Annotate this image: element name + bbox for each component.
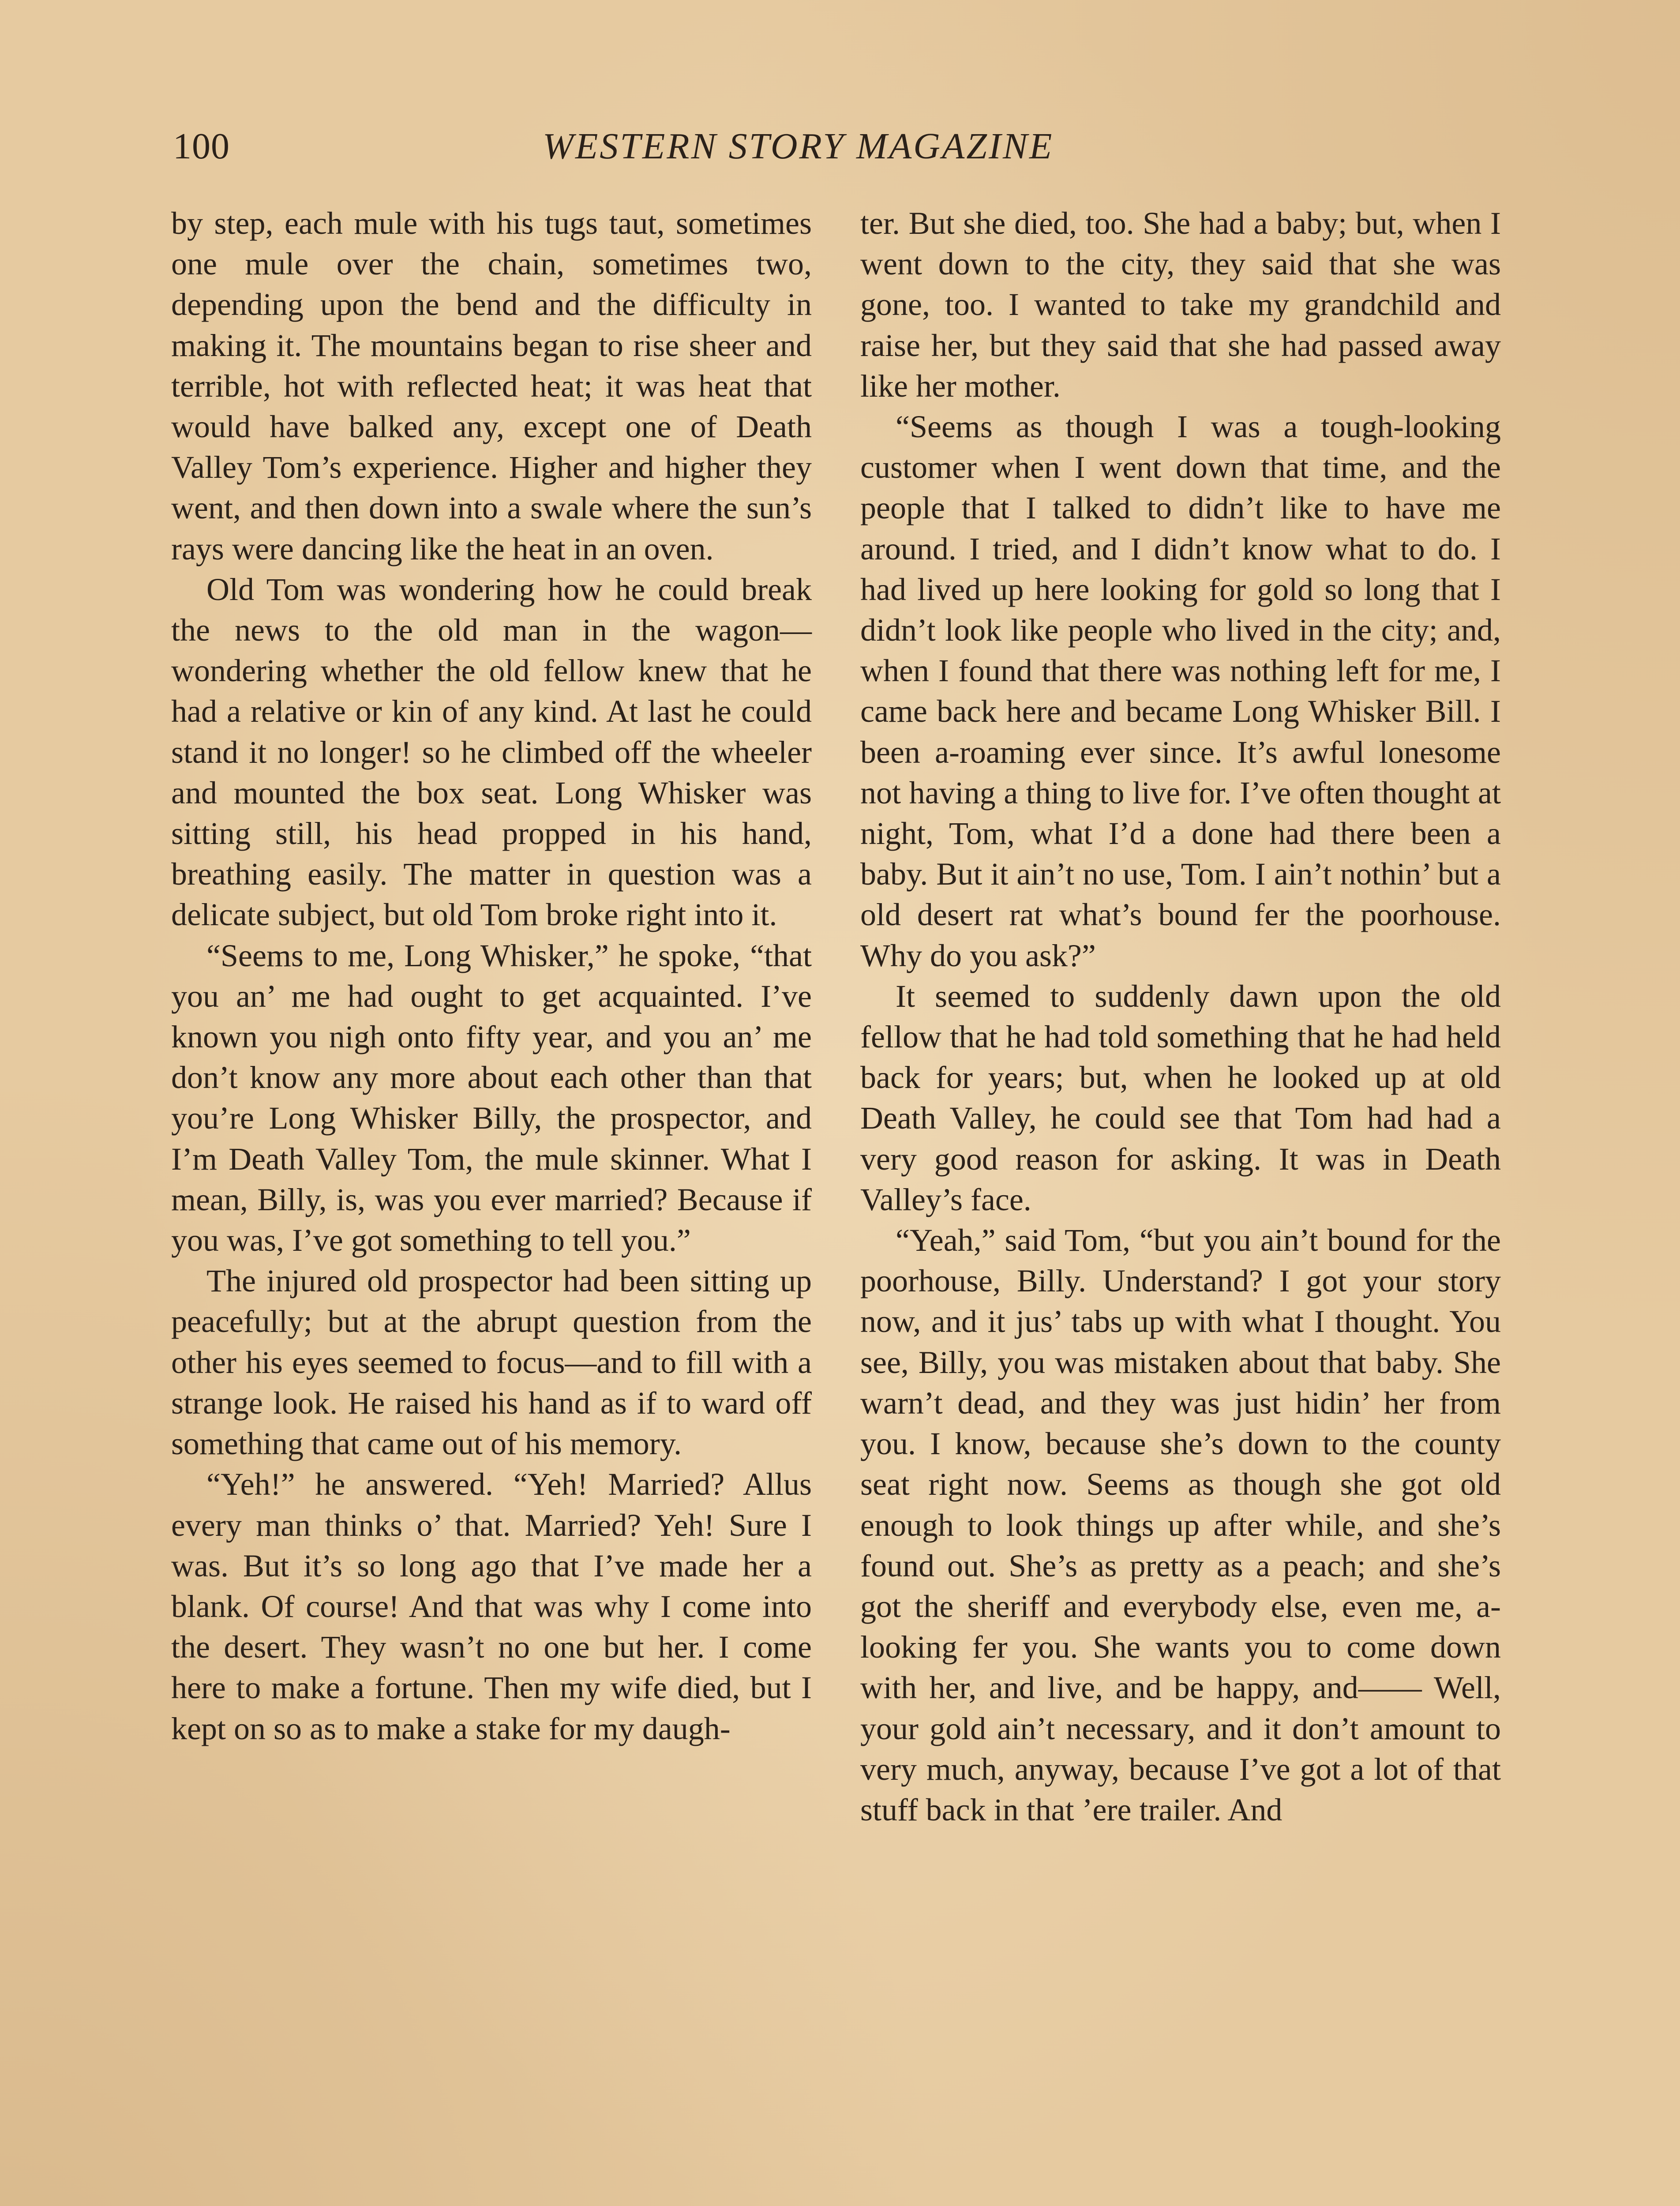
paragraph: The injured old prospector had been sitting up peacefully; but at the abrupt question from the other his eyes seemed to focus—and to fill with a strange look. He raised his hand as if to ward off something that came out of his memory. bbox=[171, 1263, 812, 1462]
paragraph: “Seems as though I was a tough-looking customer when I went down that time, and the people that I talked to didn’t like to have me around. I tried, and I didn’t know what to do. I had lived up here looking for gold so long that I didn’t look like people who lived in the city; and, when I found that there was nothing left for me, I came back here and became Long Whisker Bill. I been a-roaming ever since. It’s awful lonesome not having a thing to live for. I’ve often thought at night, Tom, what I’d a done had there been a baby. But it ain’t no use, Tom. I ain’t nothin’ but a old desert rat what’s bound fer the poorhouse. Why do you ask?” bbox=[860, 409, 1501, 973]
paragraph: “Seems to me, Long Whisker,” he spoke, “that you an’ me had ought to get acquainted. I’ve known you nigh onto fifty year, and you an’ me don’t know any more about each other than that you’re Long Whisker Billy, the prospector, and I’m Death Valley Tom, the mule skinner. What I mean, Billy, is, was you ever married? Because if you was, I’ve got something to tell you.” bbox=[171, 938, 812, 1258]
right-column bbox=[860, 203, 1501, 1830]
paragraph: Old Tom was wondering how he could break the news to the old man in the wagon—wondering whether the old fellow knew that he had a relative or kin of any kind. At last he could stand it no longer! so he climbed off the wheeler and mounted the box seat. Long Whisker was sitting still, his head propped in his hand, breathing easily. The matter in question was a delicate subject, but old Tom broke right into it. bbox=[171, 571, 812, 933]
left-column bbox=[171, 203, 812, 1749]
paragraph: “Yeh!” he answered. “Yeh! Married? Allus every man thinks o’ that. Married? Yeh! Sure I was. But it’s so long ago that I’ve made her a blank. Of course! And that was why I come into the desert. They wasn’t no one but her. I come here to make a fortune. Then my wife died, but I kept on so as to make a stake for my daugh- bbox=[171, 1467, 812, 1746]
paragraph: It seemed to suddenly dawn upon the old fellow that he had told something that he had held back for years; but, when he looked up at old Death Valley, he could see that Tom had had a very good reason for asking. It was in Death Valley’s face. bbox=[860, 978, 1501, 1217]
page-header bbox=[173, 120, 1505, 173]
paragraph: ter. But she died, too. She had a baby; but, when I went down to the city, they said that she was gone, too. I wanted to take my grandchild and raise her, but they said that she had passed away like her mother. bbox=[860, 206, 1501, 404]
page-number: 100 bbox=[173, 126, 230, 167]
paragraph: by step, each mule with his tugs taut, sometimes one mule over the chain, sometimes two, depending upon the bend and the difficulty in making it. The mountains began to rise sheer and terrible, hot with reflected heat; it was heat that would have balked any, except one of Death Valley Tom’s experience. Higher and higher they went, and then down into a swale where the sun’s rays were dancing like the heat in an oven. bbox=[171, 206, 812, 567]
running-title: WESTERN STORY MAGAZINE bbox=[543, 126, 1054, 167]
paragraph: “Yeah,” said Tom, “but you ain’t bound for the poorhouse, Billy. Understand? I got your story now, and it jus’ tabs up with what I thought. You see, Billy, you was mistaken about that baby. She warn’t dead, and they was just hidin’ her from you. I know, because she’s down to the county seat right now. Seems as though she got old enough to look things up after while, and she’s found out. She’s as pretty as a peach; and she’s got the sheriff and everybody else, even me, a-looking fer you. She wants you to come down with her, and live, and be happy, and—— Well, your gold ain’t necessary, and it don’t amount to very much, anyway, because I’ve got a lot of that stuff back in that ’ere trailer. And bbox=[860, 1223, 1501, 1827]
